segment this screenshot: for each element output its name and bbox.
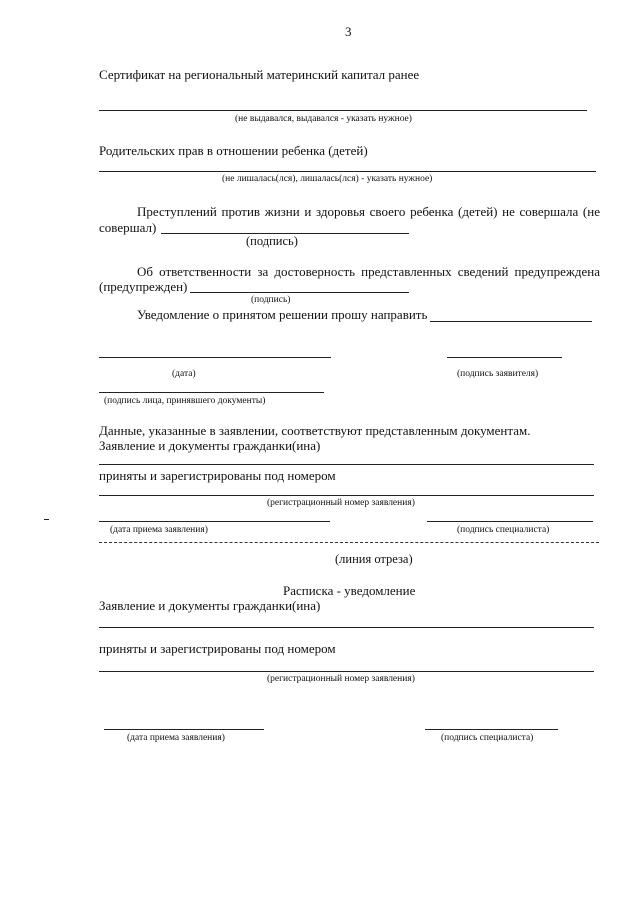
receipt-citizen-text: Заявление и документы гражданки(ина) — [99, 598, 321, 613]
receipt-specialist-hint: (подпись специалиста) — [441, 733, 534, 743]
specialist-signature-hint: (подпись специалиста) — [457, 525, 550, 535]
notification-line — [430, 321, 592, 322]
applicant-signature-line — [447, 357, 562, 358]
receipt-reg-number-line — [99, 671, 594, 672]
citizen-name-line — [99, 464, 594, 465]
crimes-line1: Преступлений против жизни и здоровья своего ребенка (детей) не совершала (не — [137, 204, 600, 219]
cut-line — [99, 542, 599, 543]
reg-number-hint: (регистрационный номер заявления) — [267, 498, 415, 508]
citizen-text: Заявление и документы гражданки(ина) — [99, 438, 321, 453]
certificate-text: Сертификат на региональный материнский капитал ранее — [99, 67, 420, 82]
margin-mark — [44, 519, 49, 520]
receipt-registered-text: приняты и зарегистрированы под номером — [99, 641, 336, 656]
parental-rights-text: Родительских прав в отношении ребенка (детей) — [99, 143, 368, 158]
receipt-title: Расписка - уведомление — [283, 583, 416, 598]
certificate-hint: (не выдавался, выдавался - указать нужное) — [235, 114, 412, 124]
crimes-hint: (подпись) — [246, 234, 298, 248]
receipt-date-line — [104, 729, 264, 730]
receiver-signature-line — [99, 392, 324, 393]
registered-text: приняты и зарегистрированы под номером — [99, 468, 336, 483]
date-line — [99, 357, 331, 358]
date-hint: (дата) — [172, 369, 196, 379]
receiver-signature-hint: (подпись лица, принявшего документы) — [104, 396, 266, 406]
applicant-signature-hint: (подпись заявителя) — [457, 369, 539, 379]
reg-number-line — [99, 495, 594, 496]
page-number: 3 — [345, 24, 352, 39]
parental-rights-hint: (не лишалась(лся), лишалась(лся) - указать нужное) — [222, 174, 433, 184]
crimes-line2: совершал) — [99, 220, 157, 235]
responsibility-line1: Об ответственности за достоверность представленных сведений предупреждена — [137, 264, 600, 279]
receipt-reg-number-hint: (регистрационный номер заявления) — [267, 674, 415, 684]
parental-rights-line — [99, 171, 596, 172]
receipt-citizen-line — [99, 627, 594, 628]
responsibility-hint: (подпись) — [251, 295, 291, 305]
specialist-signature-line — [427, 521, 593, 522]
receipt-date-hint: (дата приема заявления) — [127, 733, 225, 743]
accept-date-line — [99, 521, 330, 522]
accept-date-hint: (дата приема заявления) — [110, 525, 208, 535]
cut-line-label: (линия отреза) — [335, 552, 413, 566]
notification-text: Уведомление о принятом решении прошу направить — [137, 307, 428, 322]
receipt-specialist-line — [425, 729, 558, 730]
responsibility-line2: (предупрежден) — [99, 279, 188, 294]
certificate-line — [99, 110, 587, 111]
responsibility-signature-line — [190, 292, 409, 293]
data-confirmation-text: Данные, указанные в заявлении, соответствуют представленным документам. — [99, 423, 531, 438]
